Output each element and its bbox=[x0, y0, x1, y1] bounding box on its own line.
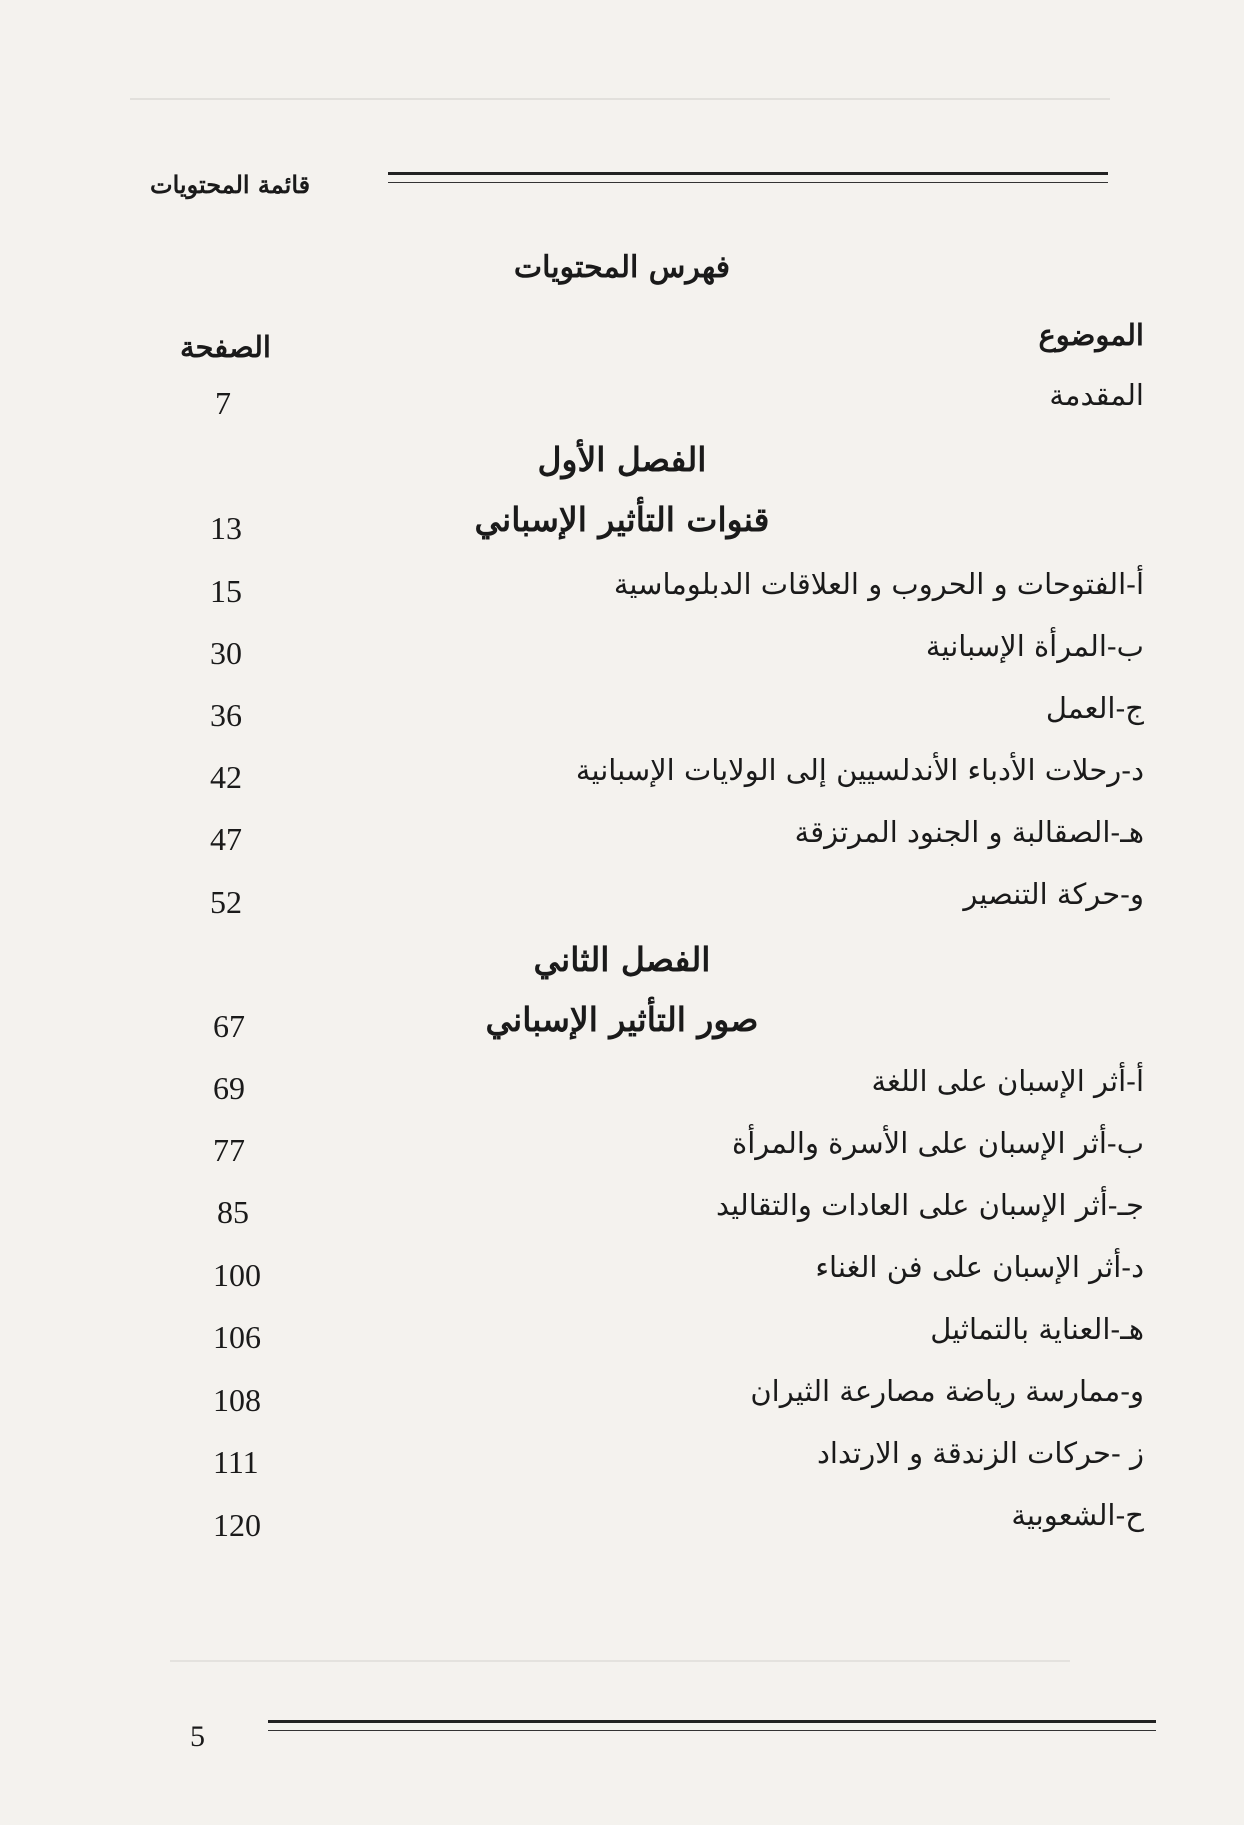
chapter-2-heading: الفصل الثاني bbox=[533, 940, 711, 979]
chapter-2-page: 67 bbox=[213, 1008, 245, 1044]
toc-page: 52 bbox=[210, 884, 242, 920]
toc-page: 69 bbox=[213, 1070, 245, 1106]
toc-entry: ب-أثر الإسبان على الأسرة والمرأة bbox=[732, 1126, 1144, 1160]
toc-page: 42 bbox=[210, 759, 242, 795]
chapter-1-subheading: قنوات التأثير الإسباني bbox=[474, 500, 770, 539]
page-column-header: الصفحة bbox=[180, 330, 271, 364]
header-rule bbox=[388, 172, 1108, 175]
chapter-1-heading: الفصل الأول bbox=[537, 440, 707, 479]
toc-entry: ب-المرأة الإسبانية bbox=[925, 629, 1144, 663]
toc-entry: أ-أثر الإسبان على اللغة bbox=[871, 1064, 1144, 1098]
chapter-2-subheading: صور التأثير الإسباني bbox=[485, 1000, 759, 1039]
toc-entry-intro: المقدمة bbox=[1049, 378, 1144, 412]
bleed-through-line bbox=[130, 98, 1110, 100]
toc-page: 120 bbox=[213, 1507, 261, 1543]
toc-page: 111 bbox=[213, 1444, 259, 1480]
footer-rule-thin bbox=[268, 1730, 1156, 1731]
header-rule-thin bbox=[388, 182, 1108, 183]
toc-page: 108 bbox=[213, 1382, 261, 1418]
toc-entry: ز -حركات الزندقة و الارتداد bbox=[816, 1436, 1144, 1470]
toc-page: 36 bbox=[210, 697, 242, 733]
toc-page: 15 bbox=[210, 573, 242, 609]
bleed-through-line bbox=[170, 1660, 1070, 1662]
toc-entry: ح-الشعوبية bbox=[1011, 1498, 1144, 1532]
toc-page: 100 bbox=[213, 1257, 261, 1293]
toc-entry: هـ-الصقالبة و الجنود المرتزقة bbox=[794, 815, 1144, 849]
toc-entry: د-أثر الإسبان على فن الغناء bbox=[815, 1250, 1144, 1284]
footer-rule bbox=[268, 1720, 1156, 1723]
chapter-1-page: 13 bbox=[210, 510, 242, 546]
toc-page: 30 bbox=[210, 635, 242, 671]
toc-entry: هـ-العناية بالتماثيل bbox=[930, 1312, 1144, 1346]
toc-page: 106 bbox=[213, 1319, 261, 1355]
toc-entry: ج-العمل bbox=[1045, 691, 1144, 725]
toc-page: 85 bbox=[217, 1194, 249, 1230]
toc-entry: جـ-أثر الإسبان على العادات والتقاليد bbox=[715, 1188, 1144, 1222]
running-header-title: قائمة المحتويات bbox=[150, 170, 311, 199]
toc-entry: و-حركة التنصير bbox=[963, 877, 1144, 911]
toc-entry: و-ممارسة رياضة مصارعة الثيران bbox=[750, 1374, 1144, 1408]
toc-entry: أ-الفتوحات و الحروب و العلاقات الدبلوماسية bbox=[613, 567, 1144, 601]
toc-page-intro: 7 bbox=[215, 385, 231, 421]
topic-column-header: الموضوع bbox=[1038, 318, 1144, 352]
toc-page: 47 bbox=[210, 821, 242, 857]
toc-entry: د-رحلات الأدباء الأندلسيين إلى الولايات الإسبانية bbox=[575, 753, 1144, 787]
toc-page: 77 bbox=[213, 1132, 245, 1168]
footer-page-number: 5 bbox=[190, 1720, 205, 1753]
toc-title: فهرس المحتويات bbox=[513, 250, 731, 285]
